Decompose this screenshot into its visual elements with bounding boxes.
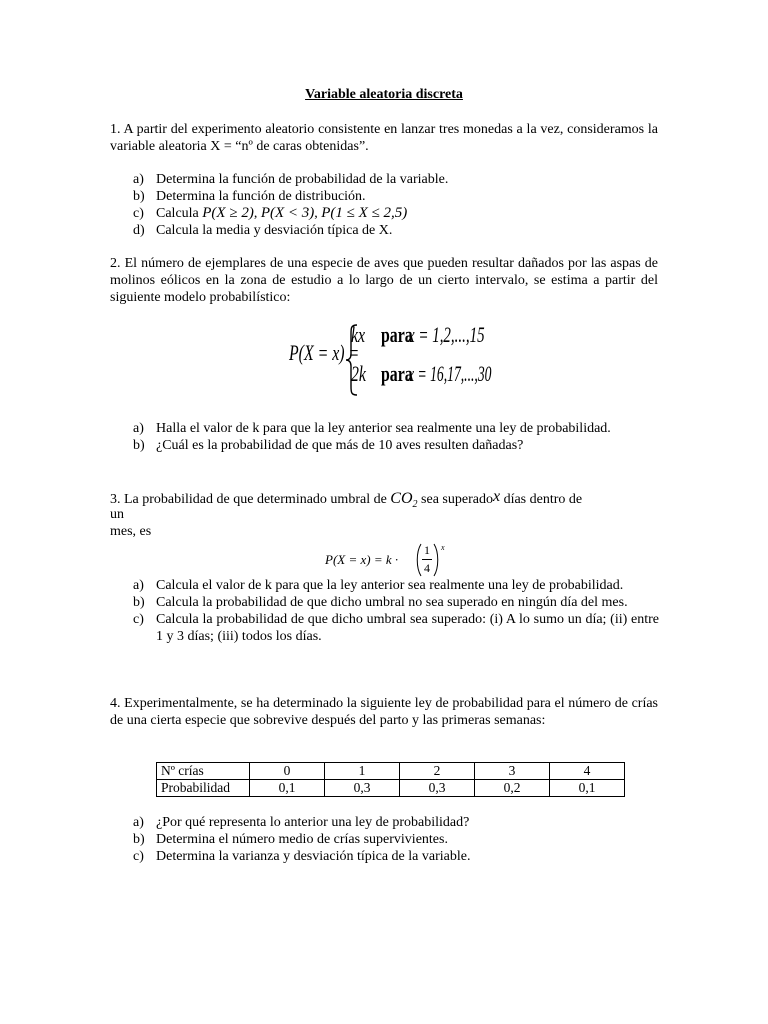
probability-table (156, 762, 625, 797)
q3-intro-line2: un (110, 507, 124, 522)
separator: , (314, 206, 318, 221)
table-row (157, 763, 625, 780)
math-p-range: P(1 ≤ X ≤ 2,5) (321, 205, 408, 221)
formula-lhs: P(X = x) = k · (325, 552, 399, 567)
item-label: c) (133, 612, 144, 627)
q3-item-a (133, 577, 659, 594)
q3-formula (325, 542, 455, 578)
item-label: b) (133, 595, 145, 610)
x-variable: x (492, 488, 501, 505)
q4-intro: 4. Experimentalmente, se ha determinado la siguiente ley de probabilidad para el número de crías de una cierta especie que sobrevive después del parto y las primeras semanas: (110, 696, 658, 728)
item-text: Determina la varianza y desviación típica de la variable. (156, 849, 471, 864)
table-cell: 3 (475, 763, 550, 780)
item-label: a) (133, 172, 144, 187)
item-text-with-math (156, 205, 659, 222)
item-text: Determina el número medio de crías supervivientes. (156, 832, 448, 847)
q4-item-c (133, 848, 659, 865)
table-cell: 1 (325, 763, 400, 780)
fraction-bar (422, 559, 432, 560)
item-label: a) (133, 815, 144, 830)
fraction-numerator: 1 (424, 543, 430, 557)
item-text: Determina la función de distribución. (156, 189, 366, 204)
table-row (157, 780, 625, 797)
case2-para: para (381, 361, 413, 386)
case1-expr: kx (351, 322, 366, 347)
table-cell: 4 (550, 763, 625, 780)
table-cell: 2 (400, 763, 475, 780)
table-cell: Nº crías (157, 763, 250, 780)
math-p-x-geq-2: P(X ≥ 2) (202, 205, 254, 221)
q2-item-a (133, 420, 659, 437)
co2-symbol (390, 490, 418, 511)
co2-text: CO (390, 490, 413, 507)
separator: , (253, 206, 258, 221)
table-cell: 0,3 (325, 780, 400, 797)
q1-item-d (133, 222, 659, 239)
item-text: Calcula la probabilidad de que dicho umbral sea superado: (i) A lo sumo un día; (ii) entre 1 y 3 días; (iii) todos los días. (156, 612, 659, 644)
item-label: c) (133, 849, 144, 864)
q1-item-a (133, 171, 659, 188)
document-title: Variable aleatoria discreta (305, 87, 463, 102)
q3-intro-line3: mes, es (110, 524, 152, 539)
q2-item-b (133, 437, 659, 454)
right-paren-icon (433, 543, 441, 577)
table-cell: Probabilidad (157, 780, 250, 797)
item-label: b) (133, 438, 145, 453)
item-text: Calcula el valor de k para que la ley anterior sea realmente una ley de probabilidad. (156, 578, 624, 593)
item-text: Calcula la media y desviación típica de X. (156, 223, 393, 238)
item-label: a) (133, 421, 144, 436)
exponent-x: x (441, 543, 445, 552)
q4-list (133, 814, 659, 865)
case1-cond: x = 1,2,...,15 (408, 322, 485, 347)
item-label: c) (133, 206, 144, 221)
table-cell: 0,1 (550, 780, 625, 797)
q3-intro-c: días dentro de (503, 492, 583, 507)
q3-item-c (133, 611, 659, 645)
q2-piecewise-formula (289, 322, 492, 398)
left-paren-icon (414, 543, 422, 577)
case2-cond: x = 16,17,...,30 (408, 361, 492, 386)
item-text: Halla el valor de k para que la ley anterior sea realmente una ley de probabilidad. (156, 421, 611, 436)
item-label: b) (133, 832, 145, 847)
q4-item-b (133, 831, 659, 848)
q2-intro: 2. El número de ejemplares de una especie de aves que pueden resultar dañados por las aspas de molinos eólicos en la zona de estudio a lo largo de un cierto intervalo, se estima a partir del siguiente modelo probabilístico: (110, 256, 658, 305)
table-cell: 0 (250, 763, 325, 780)
q4-item-a (133, 814, 659, 831)
math-p-x-lt-3: P(X < 3) (260, 205, 315, 221)
co2-subscript: 2 (412, 499, 418, 511)
table-cell: 0,3 (400, 780, 475, 797)
item-label: d) (133, 223, 145, 238)
q1-item-b (133, 188, 659, 205)
item-text: ¿Cuál es la probabilidad de que más de 10 aves resulten dañadas? (156, 438, 524, 453)
table-cell: 0,1 (250, 780, 325, 797)
fraction-denominator: 4 (424, 561, 430, 575)
formula-lhs: P(X = x) = (289, 340, 360, 365)
q3-item-b (133, 594, 659, 611)
item-label: a) (133, 578, 144, 593)
q2-list (133, 420, 659, 454)
q3-intro-a: 3. La probabilidad de que determinado umbral de (110, 492, 387, 507)
q1-item-c (133, 205, 659, 222)
table-cell: 0,2 (475, 780, 550, 797)
item-text: Calcula la probabilidad de que dicho umbral no sea superado en ningún día del mes. (156, 595, 628, 610)
item-text: Determina la función de probabilidad de la variable. (156, 172, 449, 187)
q3-list (133, 577, 659, 645)
item-text: ¿Por qué representa lo anterior una ley de probabilidad? (156, 815, 470, 830)
case1-para: para (381, 322, 413, 347)
case2-expr: 2k (351, 361, 366, 386)
q1-intro: 1. A partir del experimento aleatorio consistente en lanzar tres monedas a la vez, consideramos la variable aleatoria X = “nº de caras obtenidas”. (110, 122, 658, 154)
q1-list (133, 171, 659, 239)
item-label: b) (133, 189, 145, 204)
q3-intro-b: sea superado (421, 492, 493, 507)
q3-intro-line1 (110, 488, 670, 513)
item-text: Calcula (156, 206, 199, 221)
